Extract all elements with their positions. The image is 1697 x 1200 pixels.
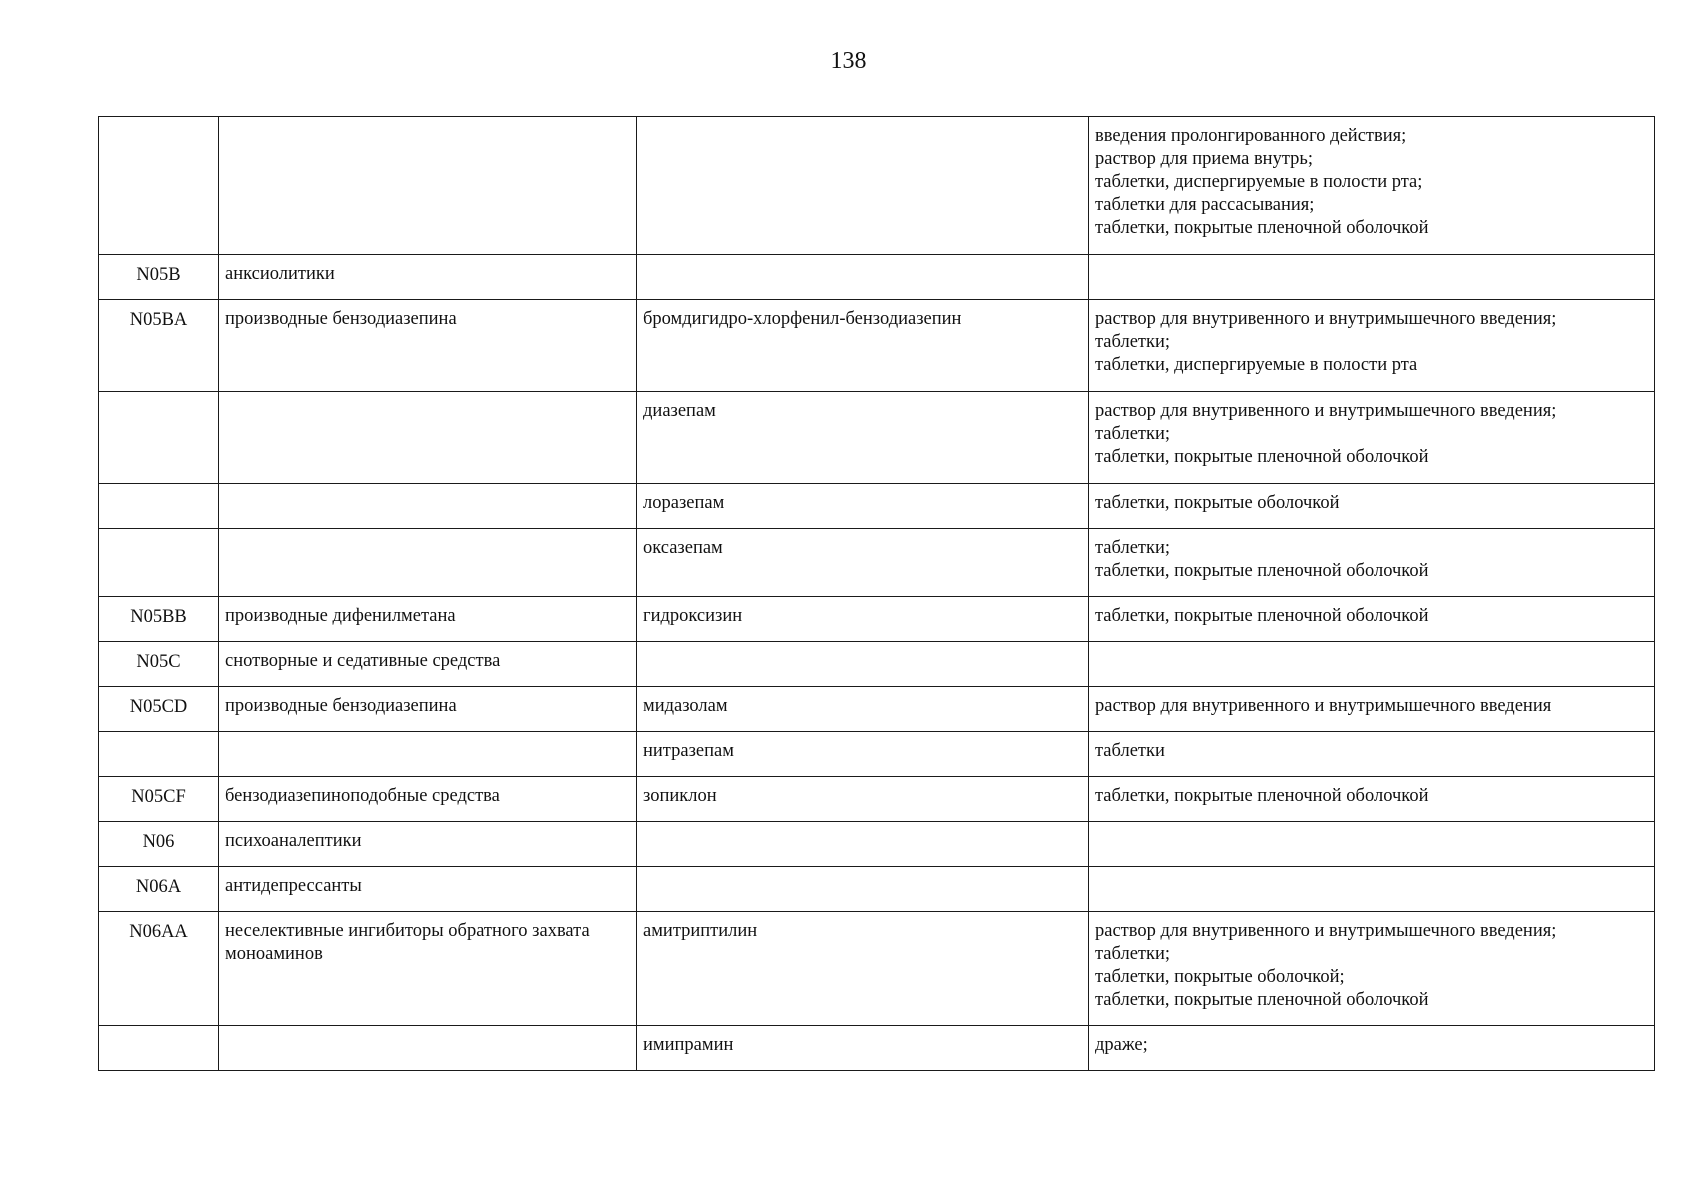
drug-name-cell: мидазолам	[637, 687, 1089, 732]
drug-name-cell	[637, 117, 1089, 255]
atc-code-cell	[99, 529, 219, 597]
dosage-forms-cell	[1089, 255, 1655, 300]
atc-code-cell: N06AA	[99, 912, 219, 1026]
drug-name-cell: нитразепам	[637, 732, 1089, 777]
dosage-forms-cell: таблетки	[1089, 732, 1655, 777]
drug-name-cell	[637, 867, 1089, 912]
group-cell	[219, 1026, 637, 1071]
group-cell: производные дифенилметана	[219, 597, 637, 642]
dosage-forms-cell: драже;	[1089, 1026, 1655, 1071]
group-cell: производные бензодиазепина	[219, 687, 637, 732]
atc-code-cell: N05BA	[99, 300, 219, 392]
table-row	[99, 529, 1655, 597]
table-row	[99, 822, 1655, 867]
table-row	[99, 484, 1655, 529]
drug-name-cell	[637, 822, 1089, 867]
group-cell	[219, 392, 637, 484]
page-number: 138	[830, 48, 867, 74]
atc-code-cell: N06A	[99, 867, 219, 912]
table-row	[99, 687, 1655, 732]
drug-name-cell	[637, 255, 1089, 300]
table-row	[99, 392, 1655, 484]
dosage-forms-cell: таблетки, покрытые оболочкой	[1089, 484, 1655, 529]
group-cell: неселективные ингибиторы обратного захвата моноаминов	[219, 912, 637, 1026]
group-cell: антидепрессанты	[219, 867, 637, 912]
dosage-forms-cell: таблетки, покрытые пленочной оболочкой	[1089, 597, 1655, 642]
drug-name-cell: диазепам	[637, 392, 1089, 484]
dosage-forms-cell: таблетки; таблетки, покрытые пленочной оболочкой	[1089, 529, 1655, 597]
group-cell	[219, 484, 637, 529]
dosage-forms-cell: введения пролонгированного действия; раствор для приема внутрь; таблетки, диспергируемые в полости рта; таблетки для рассасывания; таблетки, покрытые пленочной оболочкой	[1089, 117, 1655, 255]
atc-code-cell	[99, 392, 219, 484]
group-cell: анксиолитики	[219, 255, 637, 300]
group-cell: снотворные и седативные средства	[219, 642, 637, 687]
atc-code-cell: N05B	[99, 255, 219, 300]
drug-name-cell: гидроксизин	[637, 597, 1089, 642]
atc-code-cell: N05CF	[99, 777, 219, 822]
drug-table	[98, 116, 1655, 1071]
drug-name-cell: оксазепам	[637, 529, 1089, 597]
dosage-forms-cell: раствор для внутривенного и внутримышечного введения; таблетки; таблетки, диспергируемые в полости рта	[1089, 300, 1655, 392]
atc-code-cell	[99, 117, 219, 255]
table-row	[99, 117, 1655, 255]
atc-code-cell: N05BB	[99, 597, 219, 642]
atc-code-cell	[99, 1026, 219, 1071]
dosage-forms-cell: таблетки, покрытые пленочной оболочкой	[1089, 777, 1655, 822]
table-row	[99, 642, 1655, 687]
table-row	[99, 867, 1655, 912]
table-row	[99, 732, 1655, 777]
drug-name-cell: имипрамин	[637, 1026, 1089, 1071]
table-row	[99, 597, 1655, 642]
dosage-forms-cell: раствор для внутривенного и внутримышечного введения	[1089, 687, 1655, 732]
dosage-forms-cell	[1089, 867, 1655, 912]
atc-code-cell	[99, 732, 219, 777]
drug-name-cell: лоразепам	[637, 484, 1089, 529]
table-row	[99, 300, 1655, 392]
atc-code-cell: N05CD	[99, 687, 219, 732]
drug-name-cell: бромдигидро-хлорфенил-бензодиазепин	[637, 300, 1089, 392]
drug-name-cell: амитриптилин	[637, 912, 1089, 1026]
dosage-forms-cell	[1089, 642, 1655, 687]
group-cell: производные бензодиазепина	[219, 300, 637, 392]
drug-name-cell	[637, 642, 1089, 687]
group-cell: психоаналептики	[219, 822, 637, 867]
drug-name-cell: зопиклон	[637, 777, 1089, 822]
group-cell	[219, 117, 637, 255]
group-cell: бензодиазепиноподобные средства	[219, 777, 637, 822]
atc-code-cell	[99, 484, 219, 529]
table-row	[99, 777, 1655, 822]
table-row	[99, 1026, 1655, 1071]
table-row	[99, 912, 1655, 1026]
dosage-forms-cell: раствор для внутривенного и внутримышечного введения; таблетки; таблетки, покрытые пленочной оболочкой	[1089, 392, 1655, 484]
group-cell	[219, 732, 637, 777]
dosage-forms-cell: раствор для внутривенного и внутримышечного введения; таблетки; таблетки, покрытые оболочкой; таблетки, покрытые пленочной оболочкой	[1089, 912, 1655, 1026]
table-row	[99, 255, 1655, 300]
atc-code-cell: N05C	[99, 642, 219, 687]
group-cell	[219, 529, 637, 597]
atc-code-cell: N06	[99, 822, 219, 867]
dosage-forms-cell	[1089, 822, 1655, 867]
